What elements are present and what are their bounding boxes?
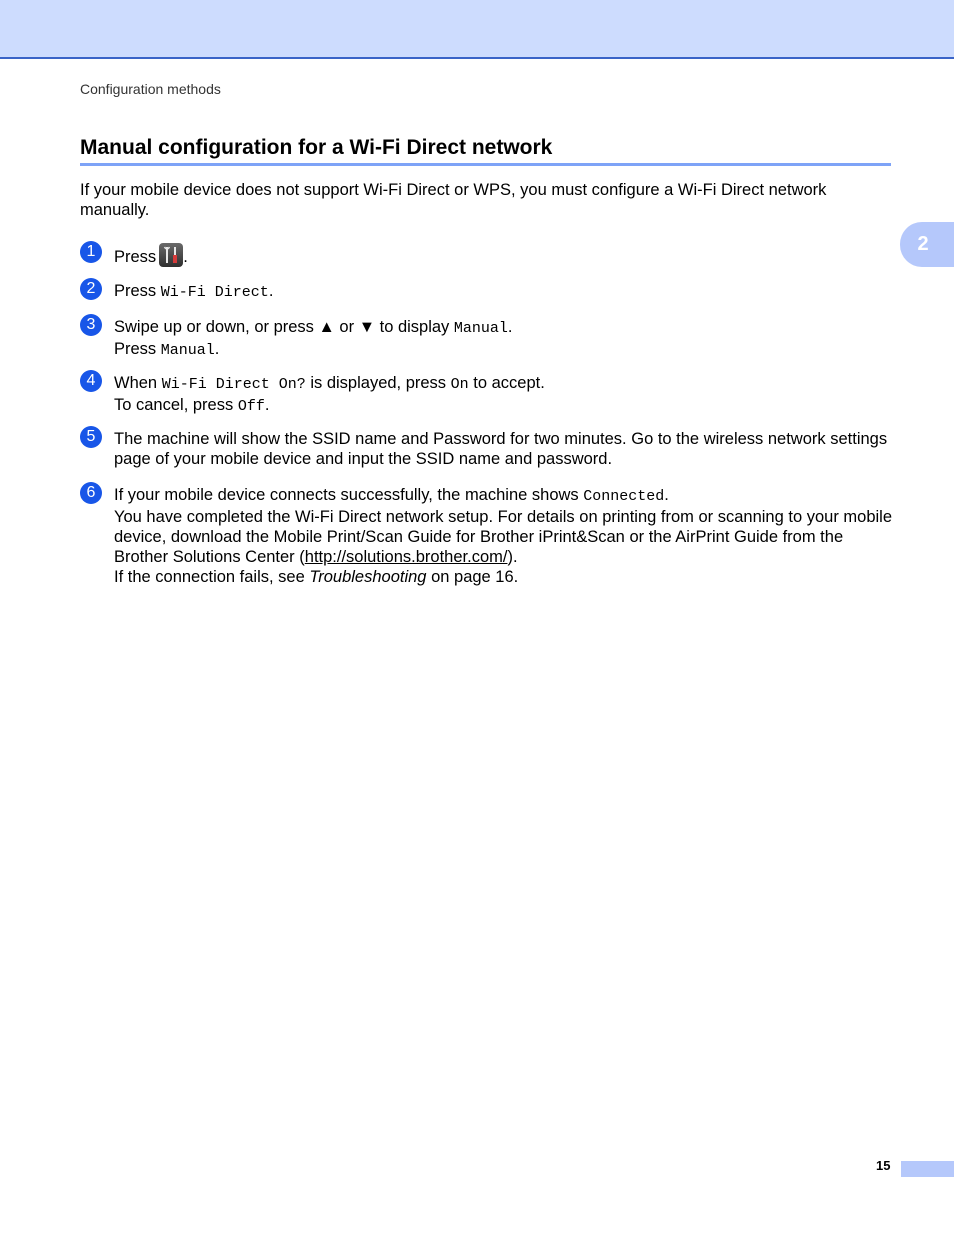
step-body (114, 243, 894, 267)
step-text: If the connection fails, see (114, 568, 305, 586)
step-text: on page 16. (431, 568, 519, 586)
troubleshooting-reference[interactable]: Troubleshooting (309, 568, 427, 586)
step-text: Press (114, 282, 157, 300)
step-text: . (268, 282, 274, 300)
status-connected: Connected (583, 488, 665, 505)
menu-item-manual: Manual (160, 342, 215, 359)
step-text: to accept. (473, 374, 545, 392)
step-number: 1 (80, 241, 102, 263)
step-text: If your mobile device connects successfully, the machine shows (114, 486, 579, 504)
prompt-wifi-direct-on: Wi-Fi Direct On? (161, 376, 306, 393)
step-text: To cancel, press (114, 396, 234, 414)
tools-icon (159, 243, 183, 267)
running-head: Configuration methods (80, 81, 221, 97)
step-body: The machine will show the SSID name and Password for two minutes. Go to the wireless network settings page of your mobile device and input the SSID name and password. (114, 430, 888, 468)
step-body (114, 485, 894, 587)
step-text: Swipe up or down, or press ▲ or ▼ to display (114, 318, 450, 336)
solutions-center-link[interactable]: http://solutions.brother.com/ (304, 548, 508, 566)
intro-paragraph: If your mobile device does not support Wi-Fi Direct or WPS, you must configure a Wi-Fi Direct network manually. (80, 181, 827, 219)
step-text: is displayed, press (310, 374, 447, 392)
step-text: . (664, 486, 669, 504)
step-number: 2 (80, 278, 102, 300)
step-text: . (264, 396, 270, 414)
step-body (114, 317, 894, 361)
step-body (114, 281, 894, 303)
step-number: 5 (80, 426, 102, 448)
header-band (0, 0, 954, 59)
step-text: ). (507, 548, 518, 566)
step-body (114, 373, 894, 417)
step-text: Press (114, 340, 157, 358)
step-text: . (214, 340, 220, 358)
chapter-tab (900, 222, 954, 267)
step-number: 4 (80, 370, 102, 392)
menu-item-manual: Manual (453, 320, 508, 337)
footer-band (901, 1161, 954, 1177)
step-text: Press (114, 248, 157, 266)
step-number: 3 (80, 314, 102, 336)
page-number: 15 (876, 1158, 891, 1173)
option-on: On (450, 376, 469, 393)
chapter-number: 2 (917, 233, 929, 255)
step-text: When (114, 374, 158, 392)
step-text: You have completed the Wi-Fi Direct network setup. For details on printing from or scanning to your mobile device, download the Mobile Print/Scan Guide for Brother iPrint&Scan or the AirPrint Guide from the Brother Solutions Center ( (114, 508, 893, 566)
option-off: Off (237, 398, 265, 415)
step-text: . (507, 318, 513, 336)
section-title: Manual configuration for a Wi-Fi Direct network (80, 136, 891, 166)
step-text: . (183, 248, 188, 266)
step-number: 6 (80, 482, 102, 504)
menu-item-wifi-direct: Wi-Fi Direct (160, 284, 269, 301)
